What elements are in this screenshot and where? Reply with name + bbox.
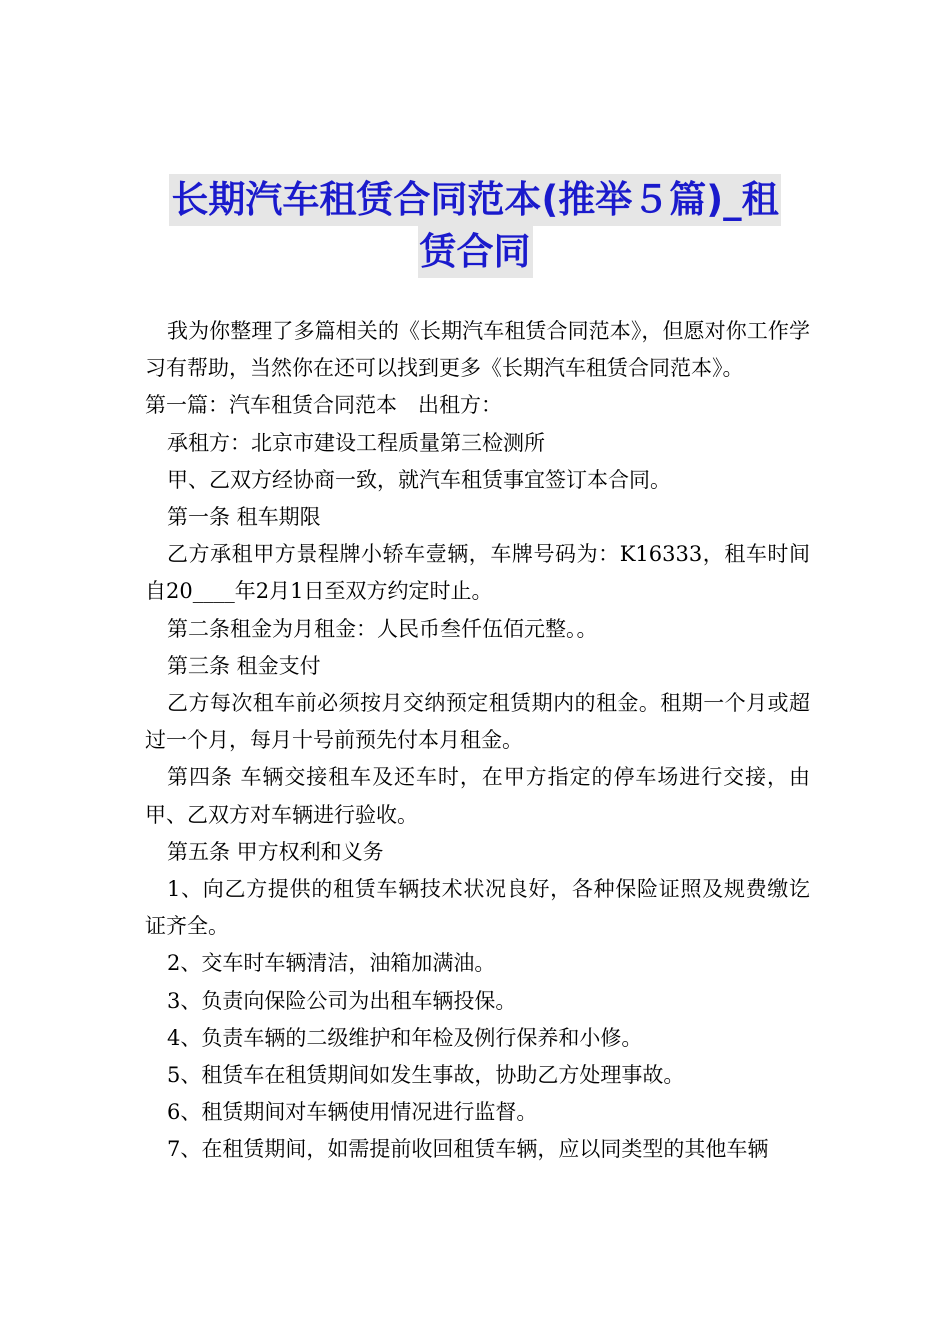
document-body [145,313,810,1169]
document-title [150,174,800,278]
title-line-1: 长期汽车租赁合同范本(推举５篇)_租 [169,174,780,226]
paragraph-article-3-heading: 第三条 租金支付 [167,653,321,678]
list-item-5: 5、租赁车在租赁期间如发生事故，协助乙方处理事故。 [167,1063,685,1088]
list-item-3: 3、负责向保险公司为出租车辆投保。 [167,988,517,1013]
paragraph-agreement: 甲、乙双方经协商一致，就汽车租赁事宜签订本合同。 [167,467,671,492]
paragraph-article-5-heading: 第五条 甲方权利和义务 [167,839,384,864]
paragraph-article-1-heading: 第一条 租车期限 [167,505,321,530]
paragraph-article-1-body: 乙方承租甲方景程牌小轿车壹辆，车牌号码为：K16333，租车时间自20____年2月1日至双方约定时止。 [145,542,810,604]
paragraph-article-2: 第二条租金为月租金：人民币叁仟伍佰元整。。 [167,616,598,641]
list-item-6: 6、租赁期间对车辆使用情况进行监督。 [167,1100,538,1125]
paragraph-lessee: 承租方：北京市建设工程质量第三检测所 [167,430,545,455]
paragraph-section-heading: 第一篇：汽车租赁合同范本 出租方： [145,393,502,418]
list-item-1: 1、向乙方提供的租赁车辆技术状况良好，各种保险证照及规费缴讫证齐全。 [145,877,810,939]
list-item-4: 4、负责车辆的二级维护和年检及例行保养和小修。 [167,1025,643,1050]
title-line-2: 赁合同 [418,226,533,278]
list-item-2: 2、交车时车辆清洁，油箱加满油。 [167,951,496,976]
list-item-7: 7、在租赁期间，如需提前收回租赁车辆，应以同类型的其他车辆 [167,1137,769,1162]
paragraph-article-4: 第四条 车辆交接租车及还车时，在甲方指定的停车场进行交接，由甲、乙双方对车辆进行验收。 [145,765,810,827]
paragraph-intro: 我为你整理了多篇相关的《长期汽车租赁合同范本》，但愿对你工作学习有帮助，当然你在还可以找到更多《长期汽车租赁合同范本》。 [145,319,810,381]
paragraph-article-3-body: 乙方每次租车前必须按月交纳预定租赁期内的租金。租期一个月或超过一个月，每月十号前预先付本月租金。 [145,691,810,753]
